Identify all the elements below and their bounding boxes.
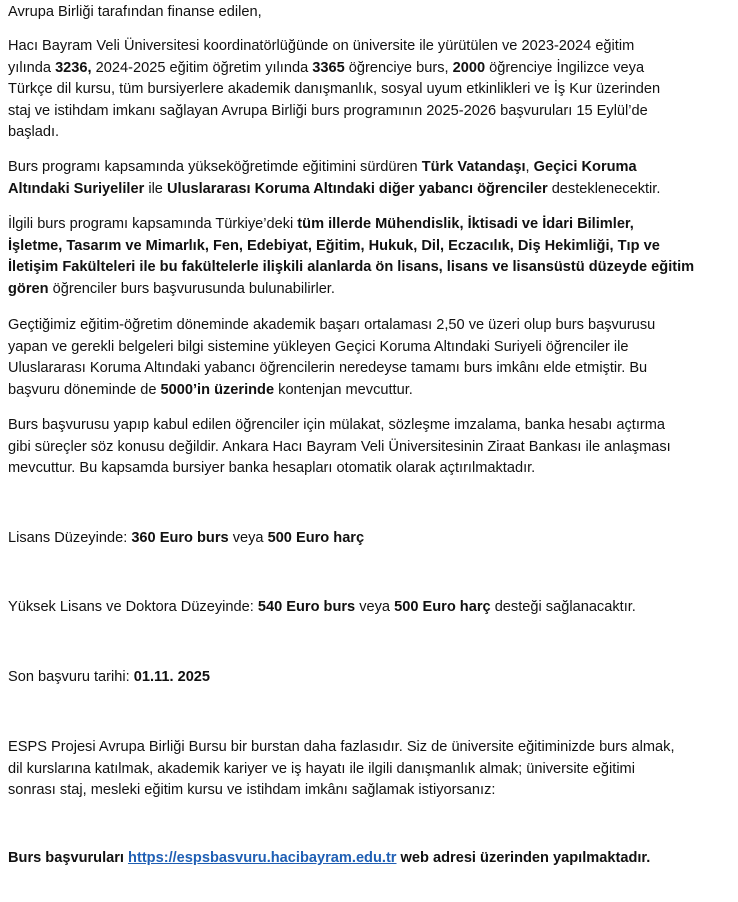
- paragraph-quota: Geçtiğimiz eğitim-öğretim döneminde akademik başarı ortalaması 2,50 ve üzeri olup burs başvurusu yapan ve gerekli belgeleri bilgi sistemine yükleyen Geçici Koruma Altındaki Suriyeli öğrenciler ile Uluslararası Koruma Altındaki yabancı öğrencilerin neredeyse tamamı burs imkânı elde etmiştir. Bu başvuru döneminde de 5000’in üzerinde kontenjan mevcuttur.: [8, 317, 656, 398]
- application-link-line: Burs başvuruları https://espsbasvuru.hacibayram.edu.tr web adresi üzerinden yapılmaktadır.: [8, 850, 651, 866]
- paragraph-esps-description: ESPS Projesi Avrupa Birliği Bursu bir burstan daha fazlasıdır. Siz de üniversite eğitiminizde burs almak, dil kurslarına katılmak, akademik kariyer ve iş hayatı ile ilgili danışmanlık almak; üniversite eğitimi sonrası staj, mesleki eğitim kursu ve istihdam imkânı sağlamak istiyorsanız:: [8, 739, 675, 798]
- paragraph-eligible-groups: Burs programı kapsamında yükseköğretimde eğitimini sürdüren Türk Vatandaşı, Geçici Koruma Altındaki Suriyeliler ile Uluslararası Koruma Altındaki diğer yabancı öğrenciler desteklenecektir.: [8, 159, 661, 197]
- graduate-support-line: Yüksek Lisans ve Doktora Düzeyinde: 540 Euro burs veya 500 Euro harç desteği sağlanacaktır.: [8, 599, 636, 615]
- application-website-link[interactable]: https://espsbasvuru.hacibayram.edu.tr: [128, 850, 397, 866]
- intro-line: Avrupa Birliği tarafından finanse edilen,: [8, 4, 262, 20]
- lisans-support-line: Lisans Düzeyinde: 360 Euro burs veya 500 Euro harç: [8, 530, 365, 546]
- deadline-line: Son başvuru tarihi: 01.11. 2025: [8, 669, 211, 685]
- paragraph-bank-process: Burs başvurusu yapıp kabul edilen öğrenciler için mülakat, sözleşme imzalama, banka hesabı açtırma gibi süreçler söz konusu değildir. Ankara Hacı Bayram Veli Üniversitesinin Ziraat Bankası ile anlaşması mevcuttur. Bu kapsamda bursiyer banka hesapları otomatik olarak açtırılmaktadır.: [8, 417, 671, 476]
- paragraph-program-summary: Hacı Bayram Veli Üniversitesi koordinatörlüğünde on üniversite ile yürütülen ve 2023-2024 eğitim yılında 3236, 2024-2025 eğitim öğretim yılında 3365 öğrenciye burs, 2000 öğrenciye İngilizce veya Türkçe dil kursu, tüm bursiyerlere akademik danışmanlık, sosyal uyum etkinlikleri ve İş Kur üzerinden staj ve istihdam imkanı sağlayan Avrupa Birliği burs programının 2025-2026 başvuruları 15 Eylül’de başladı.: [8, 38, 661, 140]
- paragraph-faculties: İlgili burs programı kapsamında Türkiye’deki tüm illerde Mühendislik, İktisadi ve İdari Bilimler, İşletme, Tasarım ve Mimarlık, Fen, Edebiyat, Eğitim, Hukuk, Dil, Eczacılık, Diş Hekimliği, Tıp ve İletişim Fakülteleri ile bu fakültelerle ilişkili alanlarda ön lisans, lisans ve lisansüstü düzeyde eğitim gören öğrenciler burs başvurusunda bulunabilirler.: [8, 216, 695, 297]
